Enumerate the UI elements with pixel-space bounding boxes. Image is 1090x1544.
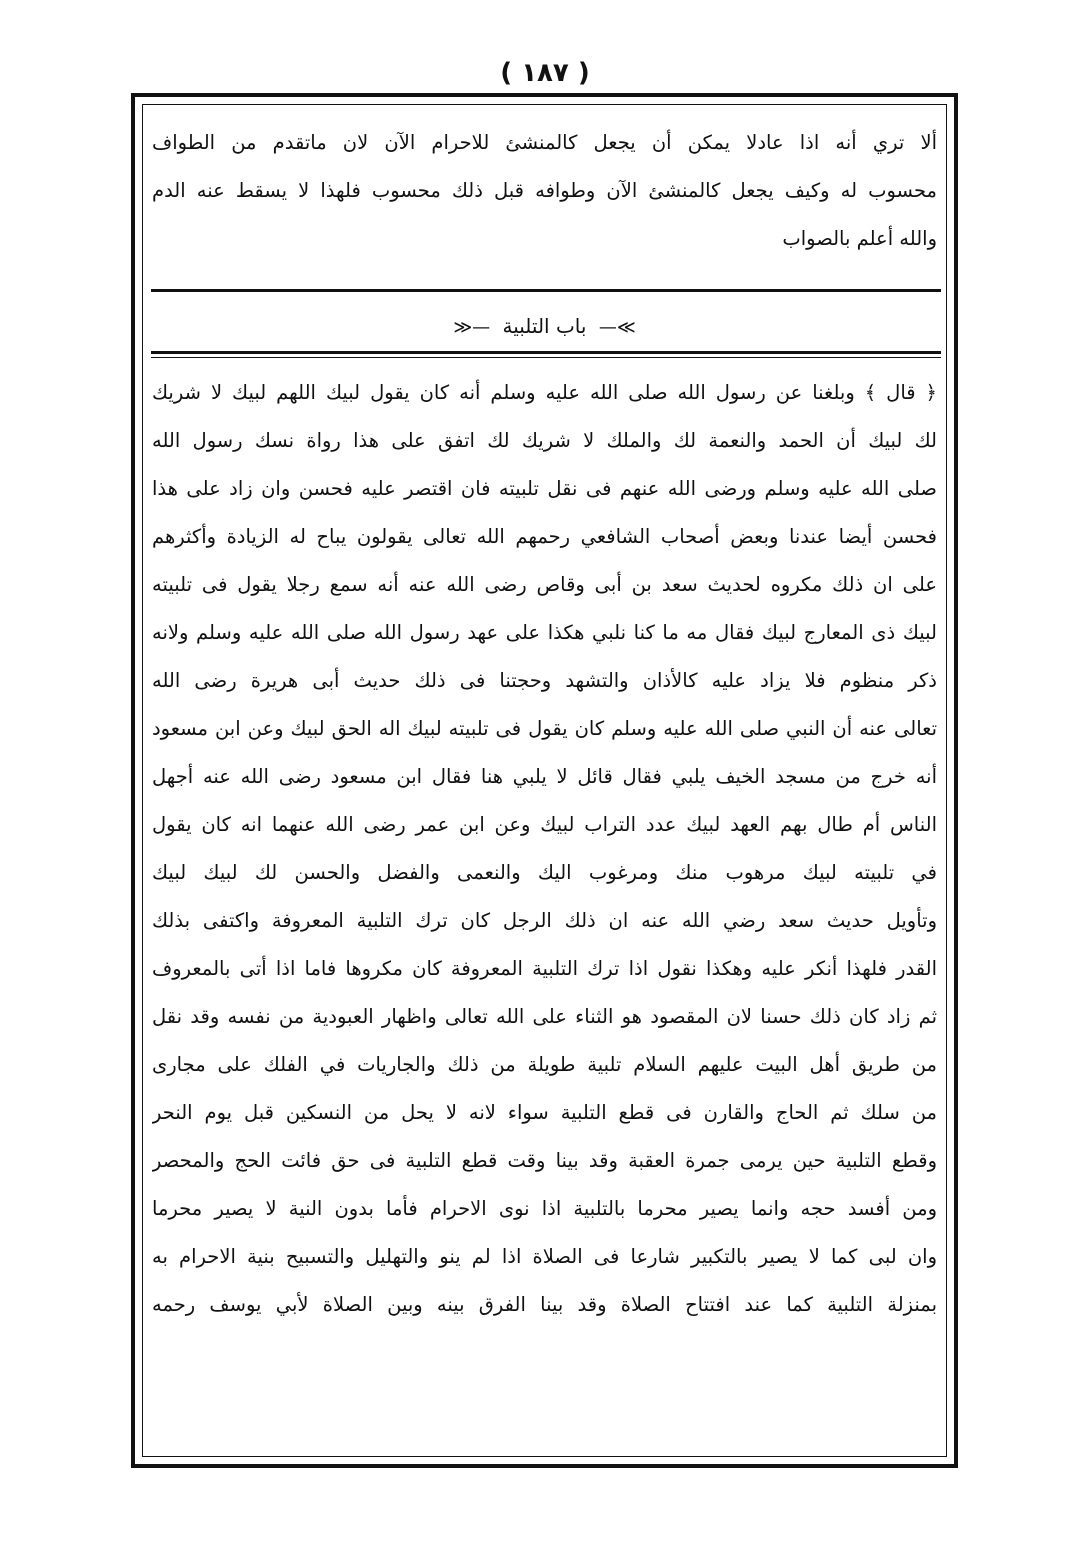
- text-line: الناس أم طال بهم العهد لبيك عدد التراب لبيك وعن ابن عمر رضى الله عنهما انه كان يقول: [152, 813, 937, 836]
- section-divider-top: [151, 289, 941, 292]
- text-line: ومن أفسد حجه وانما يصير محرما بالتلبية اذا نوى الاحرام فأما بدون النية لا يصير محرما: [152, 1197, 937, 1220]
- text-line: في تلبيته لبيك مرهوب منك ومرغوب اليك والنعمى والفضل والحسن لك لبيك لبيك: [152, 861, 937, 884]
- text-line: وقطع التلبية حين يرمى جمرة العقبة وقد بينا وقت قطع التلبية فى حق فائت الحج والمحصر: [152, 1149, 937, 1172]
- page-number: ( ١٨٧ ): [500, 58, 590, 88]
- text-line: تعالى عنه أن النبي صلى الله عليه وسلم كان يقول فى تلبيته لبيك اله الحق لبيك وعن ابن مسعود: [152, 717, 937, 740]
- section-heading: [142, 306, 947, 348]
- text-line: ذكر منظوم فلا يزاد عليه كالأذان والتشهد وحجتنا فى ذلك حديث أبى هريرة رضى الله: [152, 669, 937, 692]
- section-divider-bottom-thin: [151, 357, 941, 358]
- section-divider-bottom: [151, 351, 941, 354]
- text-line: بمنزلة التلبية كما عند افتتاح الصلاة وقد بينا الفرق بينه وبين الصلاة لأبي يوسف رحمه: [152, 1293, 937, 1316]
- section-title: باب التلبية: [502, 314, 587, 338]
- text-line: ألا تري أنه اذا عادلا يمكن أن يجعل كالمنشئ للاحرام الآن لان ماتقدم من الطواف: [152, 131, 937, 154]
- top-paragraph: [142, 119, 947, 263]
- text-line: محسوب له وكيف يجعل كالمنشئ الآن وطوافه قبل ذلك محسوب فلهذا لا يسقط عنه الدم: [152, 179, 937, 202]
- text-line: لبيك ذى المعارج لبيك فقال مه ما كنا نلبي هكذا على عهد رسول الله صلى الله عليه وسلم ولانه: [152, 621, 937, 644]
- ornament-left: —≪: [453, 317, 491, 338]
- text-line: من سلك ثم الحاج والقارن فى قطع التلبية سواء لانه لا يحل من النسكين قبل يوم النحر: [152, 1101, 937, 1124]
- main-paragraph: [142, 369, 947, 1329]
- text-line: وتأويل حديث سعد رضي الله عنه ان ذلك الرجل كان ترك التلبية المعروفة واكتفى بذلك: [152, 909, 937, 932]
- text-line: ﴿ قال ﴾ وبلغنا عن رسول الله صلى الله عليه وسلم أنه كان يقول لبيك اللهم لبيك لا شريك: [152, 381, 937, 404]
- text-line: فحسن أيضا عندنا وبعض أصحاب الشافعي رحمهم الله تعالى يقولون يباح له الزيادة وأكثرهم: [152, 525, 937, 548]
- text-line: من طريق أهل البيت عليهم السلام تلبية طويلة من ذلك والجاريات في الفلك على مجارى: [152, 1053, 937, 1076]
- text-line: والله أعلم بالصواب: [782, 227, 937, 250]
- text-line: أنه خرج من مسجد الخيف يلبي فقال قائل لا يلبي هنا فقال ابن مسعود رضى الله عنه أجهل: [152, 765, 937, 788]
- text-line: ثم زاد كان ذلك حسنا لان المقصود هو الثناء على الله تعالى واظهار العبودية من نفسه وقد نقل: [152, 1005, 937, 1028]
- text-line: لك لبيك أن الحمد والنعمة لك والملك لا شريك لك اتفق على هذا رواة نسك رسول الله: [152, 429, 937, 452]
- text-line: وان لبى كما لا يصير بالتكبير شارعا فى الصلاة اذا لم ينو والتهليل والتسبيح بنية الاحرام به: [152, 1245, 937, 1268]
- text-line: على ان ذلك مكروه لحديث سعد بن أبى وقاص رضى الله عنه أنه سمع رجلا يقول فى تلبيته: [152, 573, 937, 596]
- ornament-right: ≫—: [598, 317, 636, 338]
- text-line: القدر فلهذا أنكر عليه وهكذا نقول اذا ترك التلبية المعروفة كان مكروها فاما اذا أتى بالمعروف: [152, 957, 937, 980]
- text-line: صلى الله عليه وسلم ورضى الله عنهم فى نقل تلبيته فان اقتصر عليه فحسن وان زاد على هذا: [152, 477, 937, 500]
